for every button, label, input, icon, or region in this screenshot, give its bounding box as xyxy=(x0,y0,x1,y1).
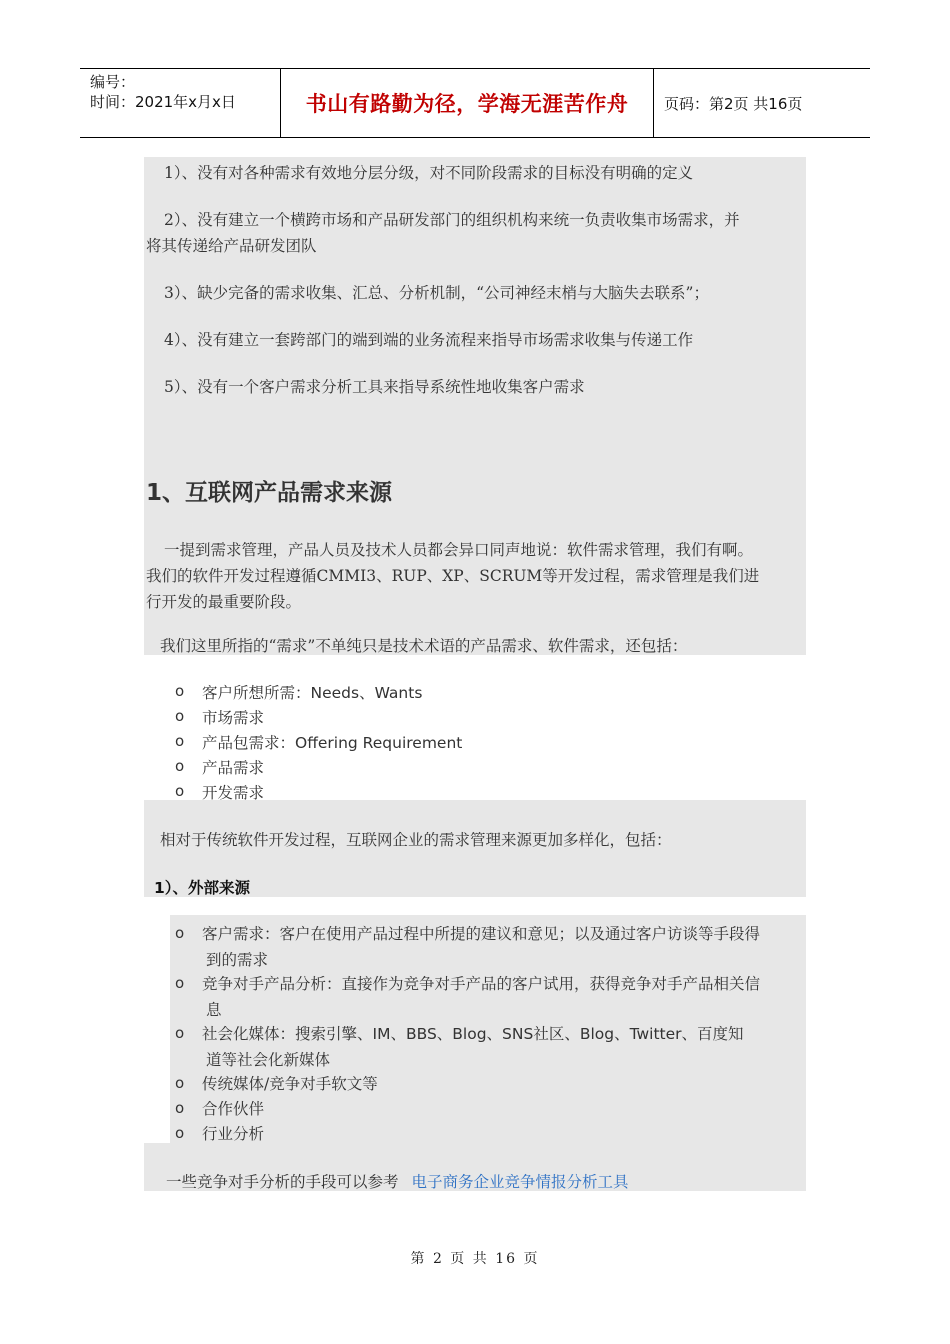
bullet-marker: o xyxy=(175,1024,185,1042)
bullet-marker: o xyxy=(175,732,185,750)
requirement-type-item: 客户所想所需：Needs、Wants xyxy=(202,684,423,702)
bullet-marker: o xyxy=(175,1124,185,1142)
reference-link[interactable]: 电子商务企业竞争情报分析工具 xyxy=(411,1173,629,1191)
bullet-marker: o xyxy=(175,682,185,700)
header-motto: 书山有路勤为径，学海无涯苦作舟 xyxy=(305,92,629,116)
intro-line-2: 我们的软件开发过程遵循CMMI3、RUP、XP、SCRUM等开发过程，需求管理是我们进 xyxy=(146,567,760,585)
reference-line xyxy=(166,1170,628,1192)
bullet-marker: o xyxy=(175,707,185,725)
external-source-item: 社会化媒体：搜索引擎、IM、BBS、Blog、SNS社区、Blog、Twitter、百度知 xyxy=(202,1025,744,1043)
problem-item-2-continued: 将其传递给产品研发团队 xyxy=(146,237,317,255)
reference-prefix: 一些竞争对手分析的手段可以参考 xyxy=(166,1173,399,1191)
page-header xyxy=(80,68,870,138)
requirement-type-item: 市场需求 xyxy=(202,709,265,727)
requirement-type-item: 产品需求 xyxy=(202,759,265,777)
external-source-item: 竞争对手产品分析：直接作为竞争对手产品的客户试用，获得竞争对手产品相关信 xyxy=(202,975,761,993)
external-source-item-continued: 息 xyxy=(206,1001,222,1019)
bullet-marker: o xyxy=(175,757,185,775)
problem-item-2: 2）、没有建立一个横跨市场和产品研发部门的组织机构来统一负责收集市场需求，并 xyxy=(164,211,740,229)
problem-item-5: 5）、没有一个客户需求分析工具来指导系统性地收集客户需求 xyxy=(164,378,585,396)
problems-background xyxy=(144,157,806,455)
header-meta-cell xyxy=(80,69,281,137)
diversity-line: 相对于传统软件开发过程，互联网企业的需求管理来源更加多样化，包括： xyxy=(160,831,672,849)
intro-line-1: 一提到需求管理，产品人员及技术人员都会异口同声地说：软件需求管理，我们有啊。 xyxy=(164,541,754,559)
bullet-marker: o xyxy=(175,924,185,942)
external-source-item: 行业分析 xyxy=(202,1125,265,1143)
header-page-code: 页码：第2页 共16页 xyxy=(664,94,803,113)
document-date: 时间：2021年x月x日 xyxy=(90,93,236,111)
header-motto-cell xyxy=(281,69,654,137)
bullet-marker: o xyxy=(175,974,185,992)
intro-line-3: 行开发的最重要阶段。 xyxy=(146,593,302,611)
header-page-cell xyxy=(654,69,870,137)
page-footer: 第 2 页 共 16 页 xyxy=(410,1251,540,1267)
requirement-type-item: 产品包需求：Offering Requirement xyxy=(202,734,463,752)
problem-item-1: 1）、没有对各种需求有效地分层分级，对不同阶段需求的目标没有明确的定义 xyxy=(164,164,694,182)
external-source-item: 客户需求：客户在使用产品过程中所提的建议和意见；以及通过客户访谈等手段得 xyxy=(202,925,761,943)
subsection-title: 1）、外部来源 xyxy=(154,879,251,897)
document-number-label: 编号： xyxy=(90,73,136,91)
problem-item-4: 4）、没有建立一套跨部门的端到端的业务流程来指导市场需求收集与传递工作 xyxy=(164,331,694,349)
requirement-type-item: 开发需求 xyxy=(202,784,265,802)
external-source-item-continued: 道等社会化新媒体 xyxy=(206,1051,331,1069)
bullet-marker: o xyxy=(175,1074,185,1092)
definition-line: 我们这里所指的“需求”不单纯只是技术术语的产品需求、软件需求，还包括： xyxy=(160,637,688,655)
section-title: 1、互联网产品需求来源 xyxy=(146,480,393,506)
external-source-item-continued: 到的需求 xyxy=(206,951,269,969)
external-source-item: 合作伙伴 xyxy=(202,1100,265,1118)
bullet-marker: o xyxy=(175,1099,185,1117)
external-source-item: 传统媒体/竞争对手软文等 xyxy=(202,1075,378,1093)
problem-item-3: 3）、缺少完备的需求收集、汇总、分析机制，“公司神经末梢与大脑失去联系”； xyxy=(164,284,709,302)
bullet-marker: o xyxy=(175,782,185,800)
